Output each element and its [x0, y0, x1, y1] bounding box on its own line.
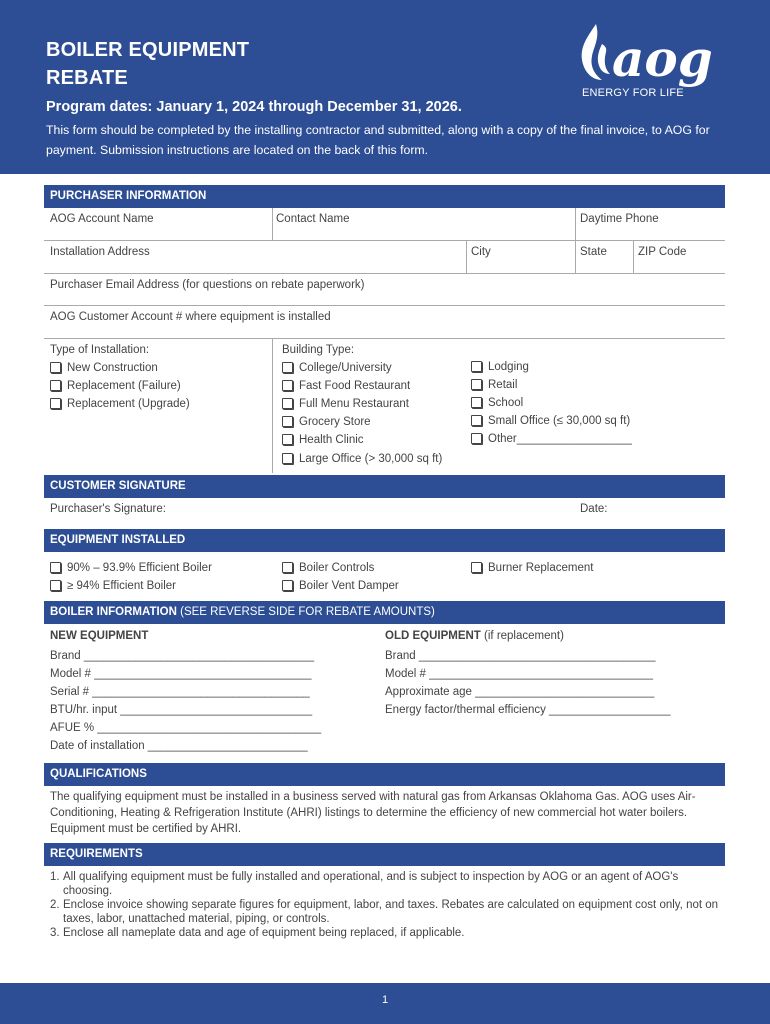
old-efficiency-field[interactable]: Energy factor/thermal efficiency ___________________ — [385, 704, 671, 716]
contact-name-field[interactable]: Contact Name — [276, 213, 350, 225]
checkbox-grocery[interactable]: Grocery Store — [282, 415, 371, 429]
new-btu-field[interactable]: BTU/hr. input ______________________________ — [50, 704, 313, 716]
footer-bar — [0, 983, 770, 1024]
checkbox-icon[interactable] — [282, 562, 293, 573]
new-model-field[interactable]: Model # __________________________________ — [50, 668, 312, 680]
checkbox-icon[interactable] — [50, 580, 61, 591]
checkbox-icon[interactable] — [282, 416, 293, 427]
checkbox-small-office[interactable]: Small Office (≤ 30,000 sq ft) — [471, 414, 630, 428]
checkbox-replacement-upgrade[interactable]: Replacement (Upgrade) — [50, 397, 190, 411]
logo-wordmark: aog — [612, 29, 713, 88]
checkbox-large-office[interactable]: Large Office (> 30,000 sq ft) — [282, 452, 442, 466]
list-item: 1. All qualifying equipment must be fully installed and operational, and is subject to inspection by AOG or an agent of AOG's choosing. — [50, 871, 679, 897]
checkbox-lodging[interactable]: Lodging — [471, 360, 529, 374]
new-afue-field[interactable]: AFUE % ___________________________________ — [50, 722, 322, 734]
list-item: 3. Enclose all nameplate data and age of equipment being replaced, if applicable. — [50, 927, 465, 939]
checkbox-icon[interactable] — [282, 434, 293, 445]
checkbox-full-menu[interactable]: Full Menu Restaurant — [282, 397, 409, 411]
checkbox-icon[interactable] — [282, 380, 293, 391]
checkbox-new-construction[interactable]: New Construction — [50, 361, 158, 375]
checkbox-college[interactable]: College/University — [282, 361, 392, 375]
list-item: 2. Enclose invoice showing separate figures for equipment, labor, and taxes. Rebates are calculated on equipment cost only, not on taxes, labor, unattached material, piping, or controls. — [50, 899, 719, 925]
checkbox-icon[interactable] — [471, 361, 482, 372]
city-field[interactable]: City — [471, 246, 491, 258]
divider — [633, 241, 634, 274]
checkbox-health-clinic[interactable]: Health Clinic — [282, 433, 364, 447]
customer-signature-heading: CUSTOMER SIGNATURE — [44, 475, 725, 498]
divider — [466, 241, 467, 274]
checkbox-burner-replacement[interactable]: Burner Replacement — [471, 561, 593, 575]
checkbox-school[interactable]: School — [471, 396, 523, 410]
checkbox-icon[interactable] — [50, 398, 61, 409]
checkbox-boiler-vent-damper[interactable]: Boiler Vent Damper — [282, 579, 399, 593]
checkbox-icon[interactable] — [282, 398, 293, 409]
checkbox-other[interactable]: Other__________________ — [471, 432, 632, 446]
checkbox-retail[interactable]: Retail — [471, 378, 517, 392]
requirements-heading: REQUIREMENTS — [44, 843, 725, 866]
divider — [272, 339, 273, 473]
old-age-field[interactable]: Approximate age ____________________________ — [385, 686, 655, 698]
page-number: 1 — [381, 994, 389, 1006]
old-model-field[interactable]: Model # ___________________________________ — [385, 668, 653, 680]
checkbox-icon[interactable] — [471, 562, 482, 573]
new-equipment-heading: NEW EQUIPMENT — [50, 630, 149, 642]
installation-address-field[interactable]: Installation Address — [50, 246, 150, 258]
email-field[interactable]: Purchaser Email Address (for questions on rebate paperwork) — [50, 279, 365, 291]
logo-tagline: ENERGY FOR LIFE — [582, 87, 684, 99]
checkbox-efficient-boiler-94[interactable]: ≥ 94% Efficient Boiler — [50, 579, 176, 593]
boiler-info-heading: BOILER INFORMATION (SEE REVERSE SIDE FOR REBATE AMOUNTS) — [44, 601, 725, 624]
qualifications-heading: QUALIFICATIONS — [44, 763, 725, 786]
equipment-installed-heading: EQUIPMENT INSTALLED — [44, 529, 725, 552]
checkbox-efficient-boiler-90[interactable]: 90% – 93.9% Efficient Boiler — [50, 561, 212, 575]
program-dates: Program dates: January 1, 2024 through December 31, 2026. — [46, 99, 462, 115]
checkbox-boiler-controls[interactable]: Boiler Controls — [282, 561, 374, 575]
form-title — [46, 36, 249, 92]
new-serial-field[interactable]: Serial # __________________________________ — [50, 686, 310, 698]
divider — [44, 305, 725, 306]
divider — [44, 338, 725, 339]
title-line-1: BOILER EQUIPMENT — [46, 39, 250, 61]
title-line-2: REBATE — [46, 67, 128, 89]
checkbox-icon[interactable] — [50, 380, 61, 391]
header-banner — [0, 0, 770, 174]
installation-type-label: Type of Installation: — [50, 344, 150, 356]
requirements-list — [50, 871, 725, 941]
qualifications-text: The qualifying equipment must be installed in a business served with natural gas from Arkansas Oklahoma Gas. AOG uses Air-Conditioning, Heating & Refrigeration Institute (AHRI) listings to determine the efficiency of new commercial hot water boilers. Equipment must be certified by AHRI. — [50, 791, 696, 835]
divider — [272, 208, 273, 241]
divider — [44, 273, 725, 274]
purchaser-info-heading: PURCHASER INFORMATION — [44, 185, 725, 208]
old-equipment-heading: OLD EQUIPMENT (if replacement) — [385, 630, 564, 642]
checkbox-icon[interactable] — [282, 580, 293, 591]
checkbox-replacement-failure[interactable]: Replacement (Failure) — [50, 379, 181, 393]
old-brand-field[interactable]: Brand _____________________________________ — [385, 650, 656, 662]
checkbox-fast-food[interactable]: Fast Food Restaurant — [282, 379, 410, 393]
purchaser-signature-field[interactable]: Purchaser's Signature: — [50, 503, 166, 515]
account-name-field[interactable]: AOG Account Name — [50, 213, 154, 225]
zip-field[interactable]: ZIP Code — [638, 246, 687, 258]
aog-logo — [578, 22, 738, 102]
divider — [44, 240, 725, 241]
checkbox-icon[interactable] — [50, 562, 61, 573]
checkbox-icon[interactable] — [471, 433, 482, 444]
checkbox-icon[interactable] — [471, 415, 482, 426]
signature-date-field[interactable]: Date: — [580, 503, 608, 515]
divider — [575, 208, 576, 274]
checkbox-icon[interactable] — [50, 362, 61, 373]
intro-text: This form should be completed by the installing contractor and submitted, along with a copy of the final invoice, to AOG for payment. Submission instructions are located on the back of this form. — [46, 123, 710, 157]
state-field[interactable]: State — [580, 246, 607, 258]
checkbox-icon[interactable] — [282, 362, 293, 373]
checkbox-icon[interactable] — [471, 379, 482, 390]
daytime-phone-field[interactable]: Daytime Phone — [580, 213, 659, 225]
new-install-date-field[interactable]: Date of installation _________________________ — [50, 740, 308, 752]
new-brand-field[interactable]: Brand ____________________________________ — [50, 650, 315, 662]
checkbox-icon[interactable] — [282, 453, 293, 464]
checkbox-icon[interactable] — [471, 397, 482, 408]
building-type-label: Building Type: — [282, 344, 355, 356]
customer-account-field[interactable]: AOG Customer Account # where equipment is installed — [50, 311, 331, 323]
